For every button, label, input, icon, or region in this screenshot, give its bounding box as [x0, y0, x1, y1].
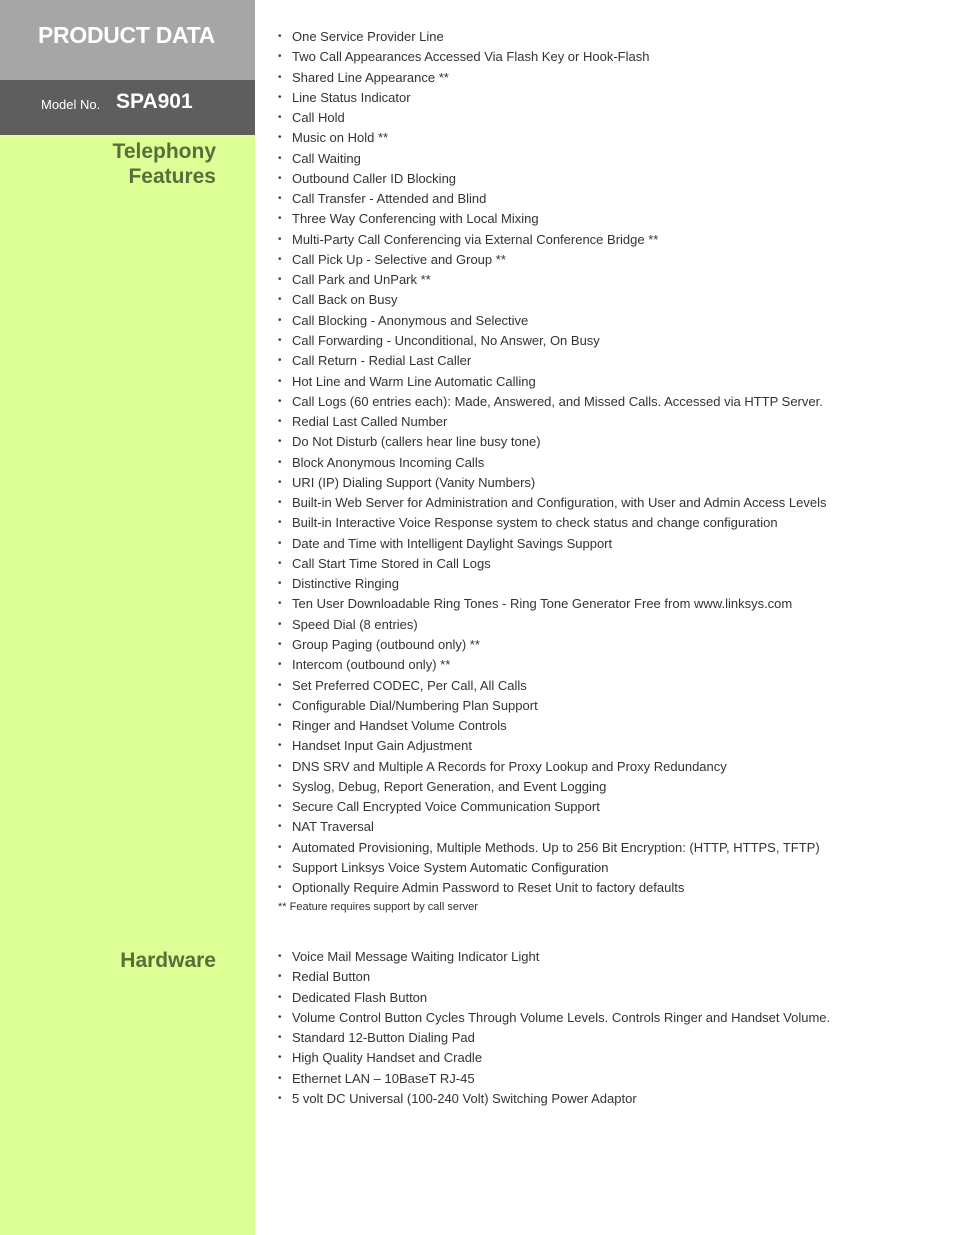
- list-item: [278, 432, 826, 452]
- bullet-icon: •: [278, 882, 282, 894]
- list-item-text: Optionally Require Admin Password to Reset Unit to factory defaults: [292, 880, 685, 896]
- list-item-text: Call Transfer - Attended and Blind: [292, 191, 487, 207]
- bullet-icon: •: [278, 821, 282, 833]
- list-item: [278, 230, 826, 250]
- list-item: [278, 47, 826, 67]
- list-item-text: Redial Button: [292, 969, 371, 985]
- bullet-icon: •: [278, 1032, 282, 1044]
- list-item: [278, 68, 826, 88]
- bullet-icon: •: [278, 598, 282, 610]
- list-item: [278, 1069, 830, 1089]
- list-item-text: High Quality Handset and Cradle: [292, 1050, 483, 1066]
- list-item-text: Three Way Conferencing with Local Mixing: [292, 211, 539, 227]
- bullet-icon: •: [278, 638, 282, 650]
- list-item-text: Shared Line Appearance **: [292, 69, 449, 85]
- list-item: [278, 878, 826, 898]
- telephony-feature-list: [278, 27, 826, 898]
- list-item-text: Call Start Time Stored in Call Logs: [292, 555, 491, 571]
- list-item: [278, 1008, 830, 1028]
- page-title: PRODUCT DATA: [38, 22, 215, 48]
- list-item: [278, 88, 826, 108]
- bullet-icon: •: [278, 497, 282, 509]
- list-item-text: Handset Input Gain Adjustment: [292, 738, 472, 754]
- list-item: [278, 169, 826, 189]
- bullet-icon: •: [278, 780, 282, 792]
- bullet-icon: •: [278, 760, 282, 772]
- bullet-icon: •: [278, 1011, 282, 1023]
- bullet-icon: •: [278, 476, 282, 488]
- bullet-icon: •: [278, 618, 282, 630]
- bullet-icon: •: [278, 213, 282, 225]
- list-item-text: Call Back on Busy: [292, 292, 398, 308]
- section-title-line: Features: [128, 165, 216, 188]
- bullet-icon: •: [278, 1052, 282, 1064]
- bullet-icon: •: [278, 253, 282, 265]
- list-item-text: Intercom (outbound only) **: [292, 657, 451, 673]
- bullet-icon: •: [278, 517, 282, 529]
- bullet-icon: •: [278, 1092, 282, 1104]
- bullet-icon: •: [278, 1072, 282, 1084]
- list-item-text: Do Not Disturb (callers hear line busy tone): [292, 434, 541, 450]
- list-item: [278, 988, 830, 1008]
- bullet-icon: •: [278, 132, 282, 144]
- list-item: [278, 453, 826, 473]
- list-item: [278, 594, 826, 614]
- list-item: [278, 817, 826, 837]
- list-item-text: Syslog, Debug, Report Generation, and Event Logging: [292, 778, 607, 794]
- list-item-text: NAT Traversal: [292, 819, 374, 835]
- list-item: [278, 635, 826, 655]
- list-item: [278, 493, 826, 513]
- list-item-text: Volume Control Button Cycles Through Volume Levels. Controls Ringer and Handset Volume.: [292, 1009, 831, 1025]
- section-title-hardware: Hardware: [120, 949, 216, 972]
- bullet-icon: •: [278, 578, 282, 590]
- list-item: [278, 1089, 830, 1109]
- bullet-icon: •: [278, 861, 282, 873]
- list-item-text: Outbound Caller ID Blocking: [292, 170, 457, 186]
- bullet-icon: •: [278, 51, 282, 63]
- list-item: [278, 412, 826, 432]
- list-item-text: One Service Provider Line: [292, 29, 444, 44]
- list-item-text: Call Waiting: [292, 150, 361, 166]
- list-item: [278, 209, 826, 229]
- list-item-text: Call Return - Redial Last Caller: [292, 353, 472, 369]
- bullet-icon: •: [278, 314, 282, 326]
- list-item: [278, 149, 826, 169]
- list-item: [278, 1048, 830, 1068]
- list-item: [278, 250, 826, 270]
- list-item-text: Call Pick Up - Selective and Group **: [292, 251, 506, 267]
- list-item: [278, 372, 826, 392]
- list-item-text: Group Paging (outbound only) **: [292, 636, 480, 652]
- list-item-text: 5 volt DC Universal (100-240 Volt) Switching Power Adaptor: [292, 1090, 637, 1106]
- bullet-icon: •: [278, 172, 282, 184]
- list-item-text: Voice Mail Message Waiting Indicator Light: [292, 949, 540, 964]
- bullet-icon: •: [278, 355, 282, 367]
- bullet-icon: •: [278, 31, 282, 42]
- list-item: [278, 777, 826, 797]
- bullet-icon: •: [278, 152, 282, 164]
- bullet-icon: •: [278, 193, 282, 205]
- bullet-icon: •: [278, 740, 282, 752]
- list-item: [278, 513, 826, 533]
- bullet-icon: •: [278, 679, 282, 691]
- list-item: [278, 128, 826, 148]
- bullet-icon: •: [278, 274, 282, 286]
- bullet-icon: •: [278, 436, 282, 448]
- footnote: ** Feature requires support by call server: [278, 901, 478, 913]
- list-item-text: Redial Last Called Number: [292, 414, 448, 430]
- list-item-text: Call Forwarding - Unconditional, No Answer, On Busy: [292, 332, 600, 348]
- bullet-icon: •: [278, 294, 282, 306]
- list-item-text: DNS SRV and Multiple A Records for Proxy Lookup and Proxy Redundancy: [292, 758, 727, 774]
- list-item: [278, 290, 826, 310]
- list-item: [278, 1028, 830, 1048]
- bullet-icon: •: [278, 112, 282, 124]
- list-item: [278, 392, 826, 412]
- list-item-text: Ringer and Handset Volume Controls: [292, 718, 507, 734]
- bullet-icon: •: [278, 659, 282, 671]
- list-item-text: Dedicated Flash Button: [292, 989, 428, 1005]
- list-item: [278, 696, 826, 716]
- list-item-text: Built-in Interactive Voice Response system to check status and change configuration: [292, 515, 778, 531]
- list-item: [278, 716, 826, 736]
- bullet-icon: •: [278, 971, 282, 983]
- list-item: [278, 574, 826, 594]
- model-label: Model No.: [41, 97, 101, 112]
- list-item-text: Standard 12-Button Dialing Pad: [292, 1030, 475, 1046]
- bullet-icon: •: [278, 91, 282, 103]
- list-item: [278, 967, 830, 987]
- list-item-text: Music on Hold **: [292, 130, 389, 146]
- list-item-text: Distinctive Ringing: [292, 576, 399, 592]
- bullet-icon: •: [278, 537, 282, 549]
- list-item: [278, 189, 826, 209]
- list-item-text: Call Park and UnPark **: [292, 272, 431, 288]
- section-title-line: Telephony: [112, 140, 216, 163]
- list-item-text: Configurable Dial/Numbering Plan Support: [292, 697, 538, 713]
- list-item: [278, 858, 826, 878]
- list-item: [278, 736, 826, 756]
- bullet-icon: •: [278, 334, 282, 346]
- list-item-text: Two Call Appearances Accessed Via Flash Key or Hook-Flash: [292, 49, 650, 65]
- model-value: SPA901: [116, 90, 193, 113]
- list-item: [278, 838, 826, 858]
- bullet-icon: •: [278, 801, 282, 813]
- list-item-text: Call Logs (60 entries each): Made, Answered, and Missed Calls. Accessed via HTTP Server.: [292, 393, 823, 409]
- list-item-text: Block Anonymous Incoming Calls: [292, 454, 485, 470]
- list-item: [278, 757, 826, 777]
- bullet-icon: •: [278, 71, 282, 83]
- bullet-icon: •: [278, 699, 282, 711]
- section-title-telephony: [113, 139, 216, 189]
- bullet-icon: •: [278, 395, 282, 407]
- list-item-text: Hot Line and Warm Line Automatic Calling: [292, 373, 536, 389]
- bullet-icon: •: [278, 991, 282, 1003]
- bullet-icon: •: [278, 951, 282, 962]
- list-item: [278, 108, 826, 128]
- bullet-icon: •: [278, 416, 282, 428]
- bullet-icon: •: [278, 557, 282, 569]
- list-item: [278, 311, 826, 331]
- list-item: [278, 676, 826, 696]
- list-item: [278, 270, 826, 290]
- list-item-text: Set Preferred CODEC, Per Call, All Calls: [292, 677, 527, 693]
- list-item-text: Date and Time with Intelligent Daylight Savings Support: [292, 535, 613, 551]
- bullet-icon: •: [278, 375, 282, 387]
- list-item-text: Automated Provisioning, Multiple Methods. Up to 256 Bit Encryption: (HTTP, HTTPS, TFTP): [292, 839, 820, 855]
- list-item: [278, 351, 826, 371]
- list-item-text: Support Linksys Voice System Automatic Configuration: [292, 859, 609, 875]
- hardware-feature-list: [278, 947, 830, 1109]
- bullet-icon: •: [278, 720, 282, 732]
- list-item: [278, 27, 826, 47]
- list-item: [278, 655, 826, 675]
- list-item-text: Secure Call Encrypted Voice Communication Support: [292, 799, 600, 815]
- bullet-icon: •: [278, 456, 282, 468]
- list-item-text: Built-in Web Server for Administration and Configuration, with User and Admin Access Levels: [292, 495, 827, 511]
- list-item-text: Speed Dial (8 entries): [292, 616, 418, 632]
- bullet-icon: •: [278, 233, 282, 245]
- list-item-text: URI (IP) Dialing Support (Vanity Numbers): [292, 474, 536, 490]
- list-item-text: Ten User Downloadable Ring Tones - Ring Tone Generator Free from www.linksys.com: [292, 596, 793, 612]
- list-item: [278, 534, 826, 554]
- list-item: [278, 554, 826, 574]
- list-item-text: Ethernet LAN – 10BaseT RJ-45: [292, 1070, 475, 1086]
- list-item: [278, 473, 826, 493]
- list-item-text: Call Hold: [292, 110, 345, 126]
- list-item: [278, 797, 826, 817]
- list-item: [278, 331, 826, 351]
- list-item-text: Call Blocking - Anonymous and Selective: [292, 312, 529, 328]
- list-item-text: Line Status Indicator: [292, 89, 411, 105]
- bullet-icon: •: [278, 841, 282, 853]
- list-item: [278, 947, 830, 967]
- list-item-text: Multi-Party Call Conferencing via External Conference Bridge **: [292, 231, 659, 247]
- list-item: [278, 615, 826, 635]
